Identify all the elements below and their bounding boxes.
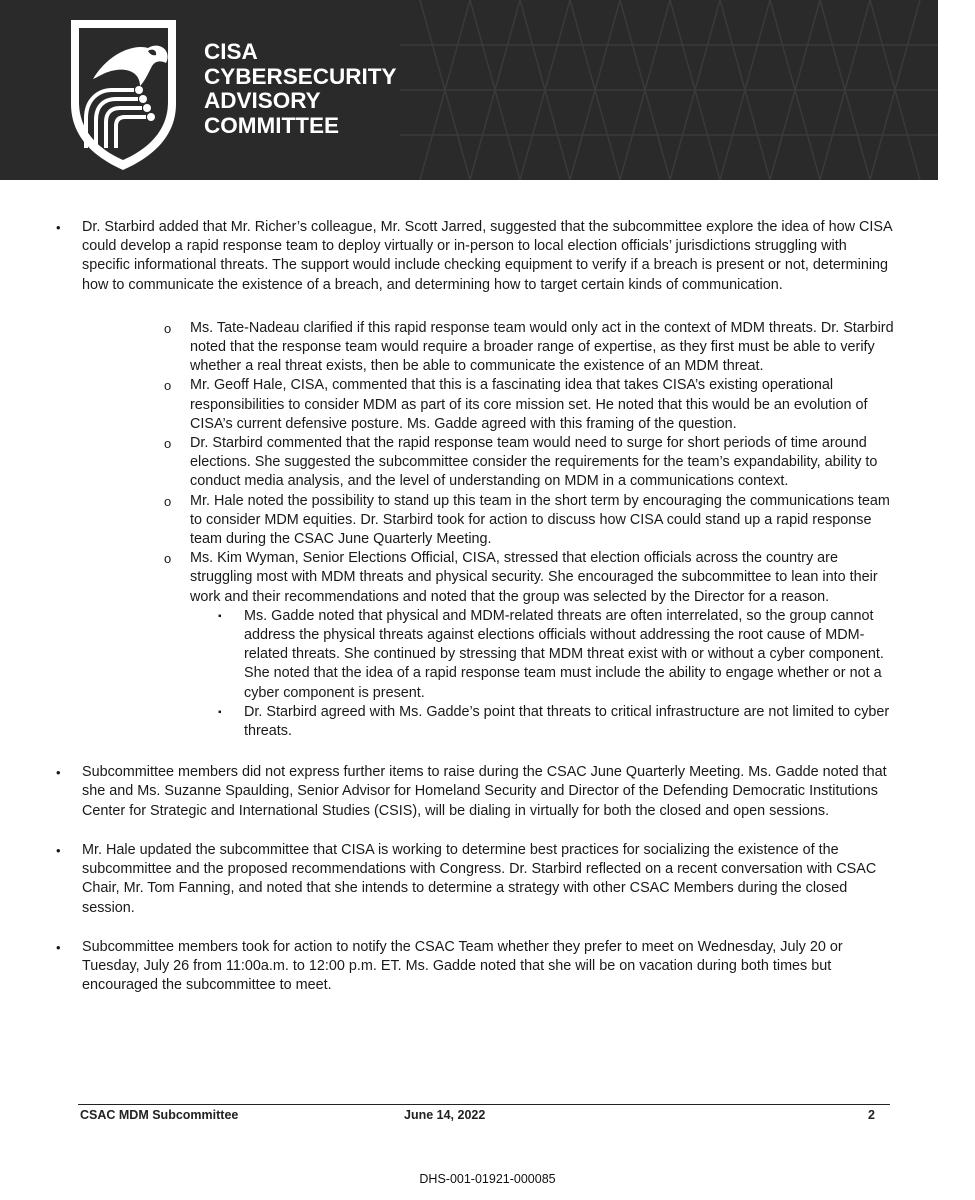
organization-name (204, 40, 397, 138)
sub-bullet-item (52, 434, 897, 492)
bullet-marker: • (56, 842, 61, 858)
bullet-marker: • (56, 765, 61, 781)
meeting-notes-body (52, 218, 897, 995)
page-margin (938, 0, 975, 1200)
sub-bullet-item (52, 492, 897, 550)
bullet-marker: • (56, 939, 61, 955)
document-id: DHS-001-01921-000085 (419, 1172, 556, 1186)
bullet-text: Dr. Starbird added that Mr. Richer’s colleague, Mr. Scott Jarred, suggested that the subcommittee explore the idea of how CISA could develop a rapid response team to deploy virtually or in-person to local election officials’ jurisdictions struggling with specific informational threats. The support would include checking equipment to verify if a breach is present or not, determining how to communicate the existence of a breach, and determining how to target certain kinds of communication. (82, 219, 892, 293)
org-name-line: COMMITTEE (204, 112, 339, 138)
bullet-text: Ms. Kim Wyman, Senior Elections Official, CISA, stressed that election officials across the country are struggling most with MDM threats and physical security. She encouraged the subcommittee to lean into their work and their recommendations and noted that the group was selected by the Director for a reason. (190, 550, 878, 605)
bullet-marker: ▪ (218, 610, 222, 622)
org-name-line: CYBERSECURITY (204, 63, 397, 89)
sub-bullet-item (52, 376, 897, 434)
bullet-marker: o (164, 320, 172, 336)
footer-rule (78, 1104, 890, 1105)
footer-committee-name: CSAC MDM Subcommittee (80, 1108, 239, 1122)
bullet-text: Dr. Starbird agreed with Ms. Gadde’s point that threats to critical infrastructure are not limited to cyber threats. (244, 703, 890, 740)
bullet-item (52, 763, 897, 821)
bullet-marker: o (164, 493, 172, 509)
bullet-item (52, 218, 897, 295)
bullet-marker: ▪ (218, 706, 222, 718)
bullet-item (52, 938, 897, 996)
header-banner (0, 0, 938, 180)
bullet-item (52, 841, 897, 918)
bullet-marker: o (164, 436, 172, 452)
footer-date: June 14, 2022 (404, 1108, 486, 1122)
bullet-text: Mr. Hale noted the possibility to stand up this team in the short term by encouraging the communications team to consider MDM equities. Dr. Starbird took for action to discuss how CISA could stand up a rapid response team during the CSAC June Quarterly Meeting. (190, 492, 890, 548)
bullet-text: Mr. Geoff Hale, CISA, commented that this is a fascinating idea that takes CISA’s existing operational responsibilities to consider MDM as part of its core mission set. He noted that this would be an evolution of CISA’s current defensive posture. Ms. Gadde agreed with this framing of the question. (190, 377, 868, 432)
sub-sub-bullet-item (52, 703, 897, 741)
org-name-line: CISA (204, 39, 258, 64)
bullet-text: Mr. Hale updated the subcommittee that CISA is working to determine best practices for socializing the existence of the subcommittee and the proposed recommendations with Congress. Dr. Starbird reflected on a recent conversation with CSAC Chair, Mr. Tom Fanning, and noted that she intends to determine a strategy with other CSAC Members during the closed session. (82, 841, 877, 916)
bullet-text: Subcommittee members did not express further items to raise during the CSAC June Quarterly Meeting. Ms. Gadde noted that she and Ms. Suzanne Spaulding, Senior Advisor for Homeland Security and Director of the Defending Democratic Institutions Center for Strategic and International Studies (CSIS), will be dialing in virtually for both the closed and open sessions. (82, 764, 887, 819)
bullet-marker: o (164, 551, 172, 567)
page-number: 2 (868, 1108, 875, 1122)
bullet-marker: o (164, 378, 172, 394)
bullet-text: Ms. Gadde noted that physical and MDM-related threats are often interrelated, so the group cannot address the physical threats against elections officials without addressing the root cause of MDM-related threats. She continued by stressing that MDM threat exist with or without a cyber component. She noted that the idea of a rapid response team must include the ability to engage whether or not a cyber component is present. (244, 607, 884, 701)
bullet-text: Subcommittee members took for action to notify the CSAC Team whether they prefer to meet on Wednesday, July 20 or Tuesday, July 26 from 11:00a.m. to 12:00 p.m. ET. Ms. Gadde noted that she will be on vacation during both times but encouraged the subcommittee to meet. (82, 938, 843, 994)
sub-sub-bullet-item (52, 607, 897, 703)
sub-bullet-item (52, 319, 897, 377)
org-name-line: ADVISORY (204, 88, 321, 113)
bullet-marker: • (56, 220, 61, 235)
cisa-eagle-logo (48, 6, 198, 174)
bullet-text: Ms. Tate-Nadeau clarified if this rapid response team would only act in the context of MDM threats. Dr. Starbird noted that the response team would require a broader range of expertise, as they first must be able to verify whether a real threat exists, then be able to communicate the existence of an MDM threat. (190, 319, 894, 375)
sub-bullet-item (52, 549, 897, 607)
bullet-text: Dr. Starbird commented that the rapid response team would need to surge for short periods of time around elections. She suggested the subcommittee consider the requirements for the team’s expandability, ability to conduct media analysis, and the level of understanding on MDM in a communications context. (190, 435, 878, 490)
